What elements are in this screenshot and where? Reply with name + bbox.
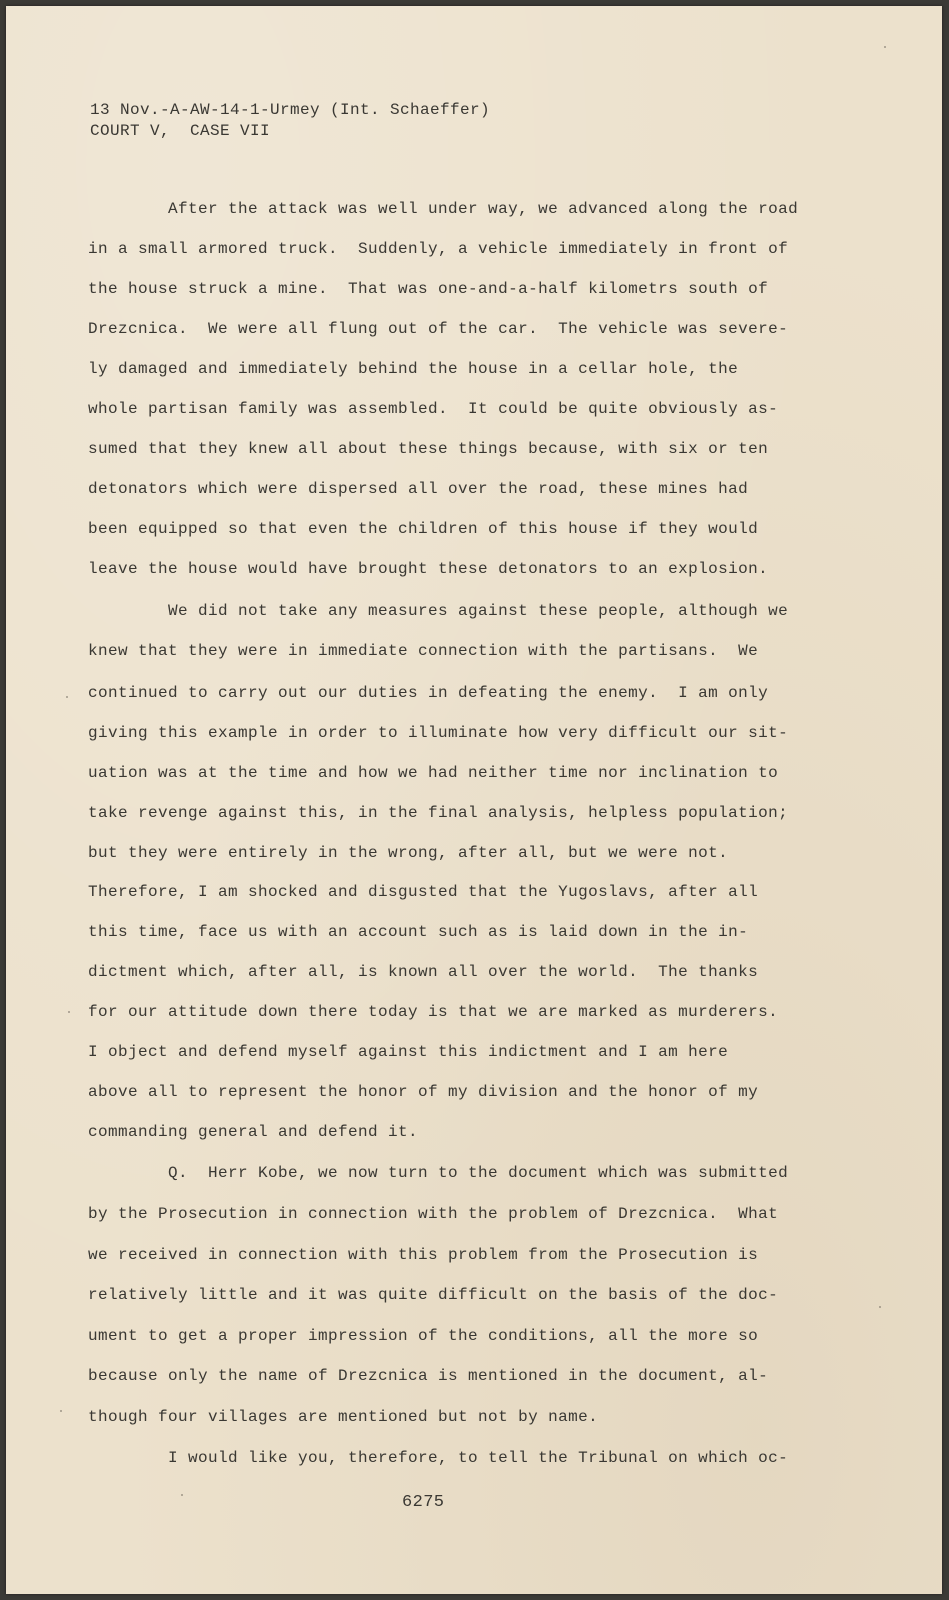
- paper-speck: [879, 1306, 881, 1308]
- text-line: take revenge against this, in the final analysis, helpless population;: [88, 804, 789, 822]
- text-line: We did not take any measures against these people, although we: [88, 602, 789, 620]
- paper-speck: [181, 1494, 183, 1496]
- text-line: knew that they were in immediate connection with the partisans. We: [88, 642, 759, 660]
- text-line: because only the name of Drezcnica is mentioned in the document, al-: [88, 1367, 769, 1385]
- paper-speck: [884, 46, 886, 48]
- text-line: uation was at the time and how we had neither time nor inclination to: [88, 764, 779, 782]
- text-line: whole partisan family was assembled. It could be quite obviously as-: [88, 400, 779, 418]
- text-line: but they were entirely in the wrong, after all, but we were not.: [88, 844, 729, 862]
- text-line: relatively little and it was quite difficult on the basis of the doc-: [88, 1286, 779, 1304]
- text-line: above all to represent the honor of my division and the honor of my: [88, 1083, 759, 1101]
- text-line: Drezcnica. We were all flung out of the car. The vehicle was severe-: [88, 320, 789, 338]
- text-line: ument to get a proper impression of the conditions, all the more so: [88, 1327, 759, 1345]
- document-header: [90, 100, 490, 142]
- text-line: dictment which, after all, is known all over the world. The thanks: [88, 963, 759, 981]
- text-line: giving this example in order to illuminate how very difficult our sit-: [88, 724, 789, 742]
- text-line: we received in connection with this problem from the Prosecution is: [88, 1246, 759, 1264]
- paper-speck: [66, 696, 68, 698]
- text-line: this time, face us with an account such as is laid down in the in-: [88, 923, 749, 941]
- paper-speck: [60, 1410, 62, 1412]
- text-line: for our attitude down there today is that we are marked as murderers.: [88, 1003, 779, 1021]
- text-line: leave the house would have brought these detonators to an explosion.: [88, 560, 769, 578]
- paper-speck: [68, 1011, 70, 1013]
- text-line: continued to carry out our duties in defeating the enemy. I am only: [88, 684, 769, 702]
- page-number: 6275: [402, 1493, 445, 1512]
- header-case-reference: 13 Nov.-A-AW-14-1-Urmey (Int. Schaeffer): [90, 101, 491, 119]
- text-line: sumed that they knew all about these things because, with six or ten: [88, 440, 769, 458]
- text-line: been equipped so that even the children of this house if they would: [88, 520, 759, 538]
- text-line: detonators which were dispersed all over the road, these mines had: [88, 480, 749, 498]
- text-line: commanding general and defend it.: [88, 1123, 419, 1141]
- text-line: the house struck a mine. That was one-and-a-half kilometrs south of: [88, 280, 769, 298]
- text-line: by the Prosecution in connection with the problem of Drezcnica. What: [88, 1205, 779, 1223]
- text-line: though four villages are mentioned but not by name.: [88, 1408, 599, 1426]
- text-line: Therefore, I am shocked and disgusted that the Yugoslavs, after all: [88, 883, 759, 901]
- text-line: I object and defend myself against this indictment and I am here: [88, 1043, 729, 1061]
- text-line: ly damaged and immediately behind the house in a cellar hole, the: [88, 360, 739, 378]
- document-page: [6, 6, 942, 1594]
- text-line: After the attack was well under way, we advanced along the road: [88, 200, 799, 218]
- text-line: in a small armored truck. Suddenly, a vehicle immediately in front of: [88, 240, 789, 258]
- text-line: Q. Herr Kobe, we now turn to the document which was submitted: [88, 1164, 789, 1182]
- header-court-case: COURT V, CASE VII: [90, 122, 271, 140]
- text-line: I would like you, therefore, to tell the Tribunal on which oc-: [88, 1449, 789, 1467]
